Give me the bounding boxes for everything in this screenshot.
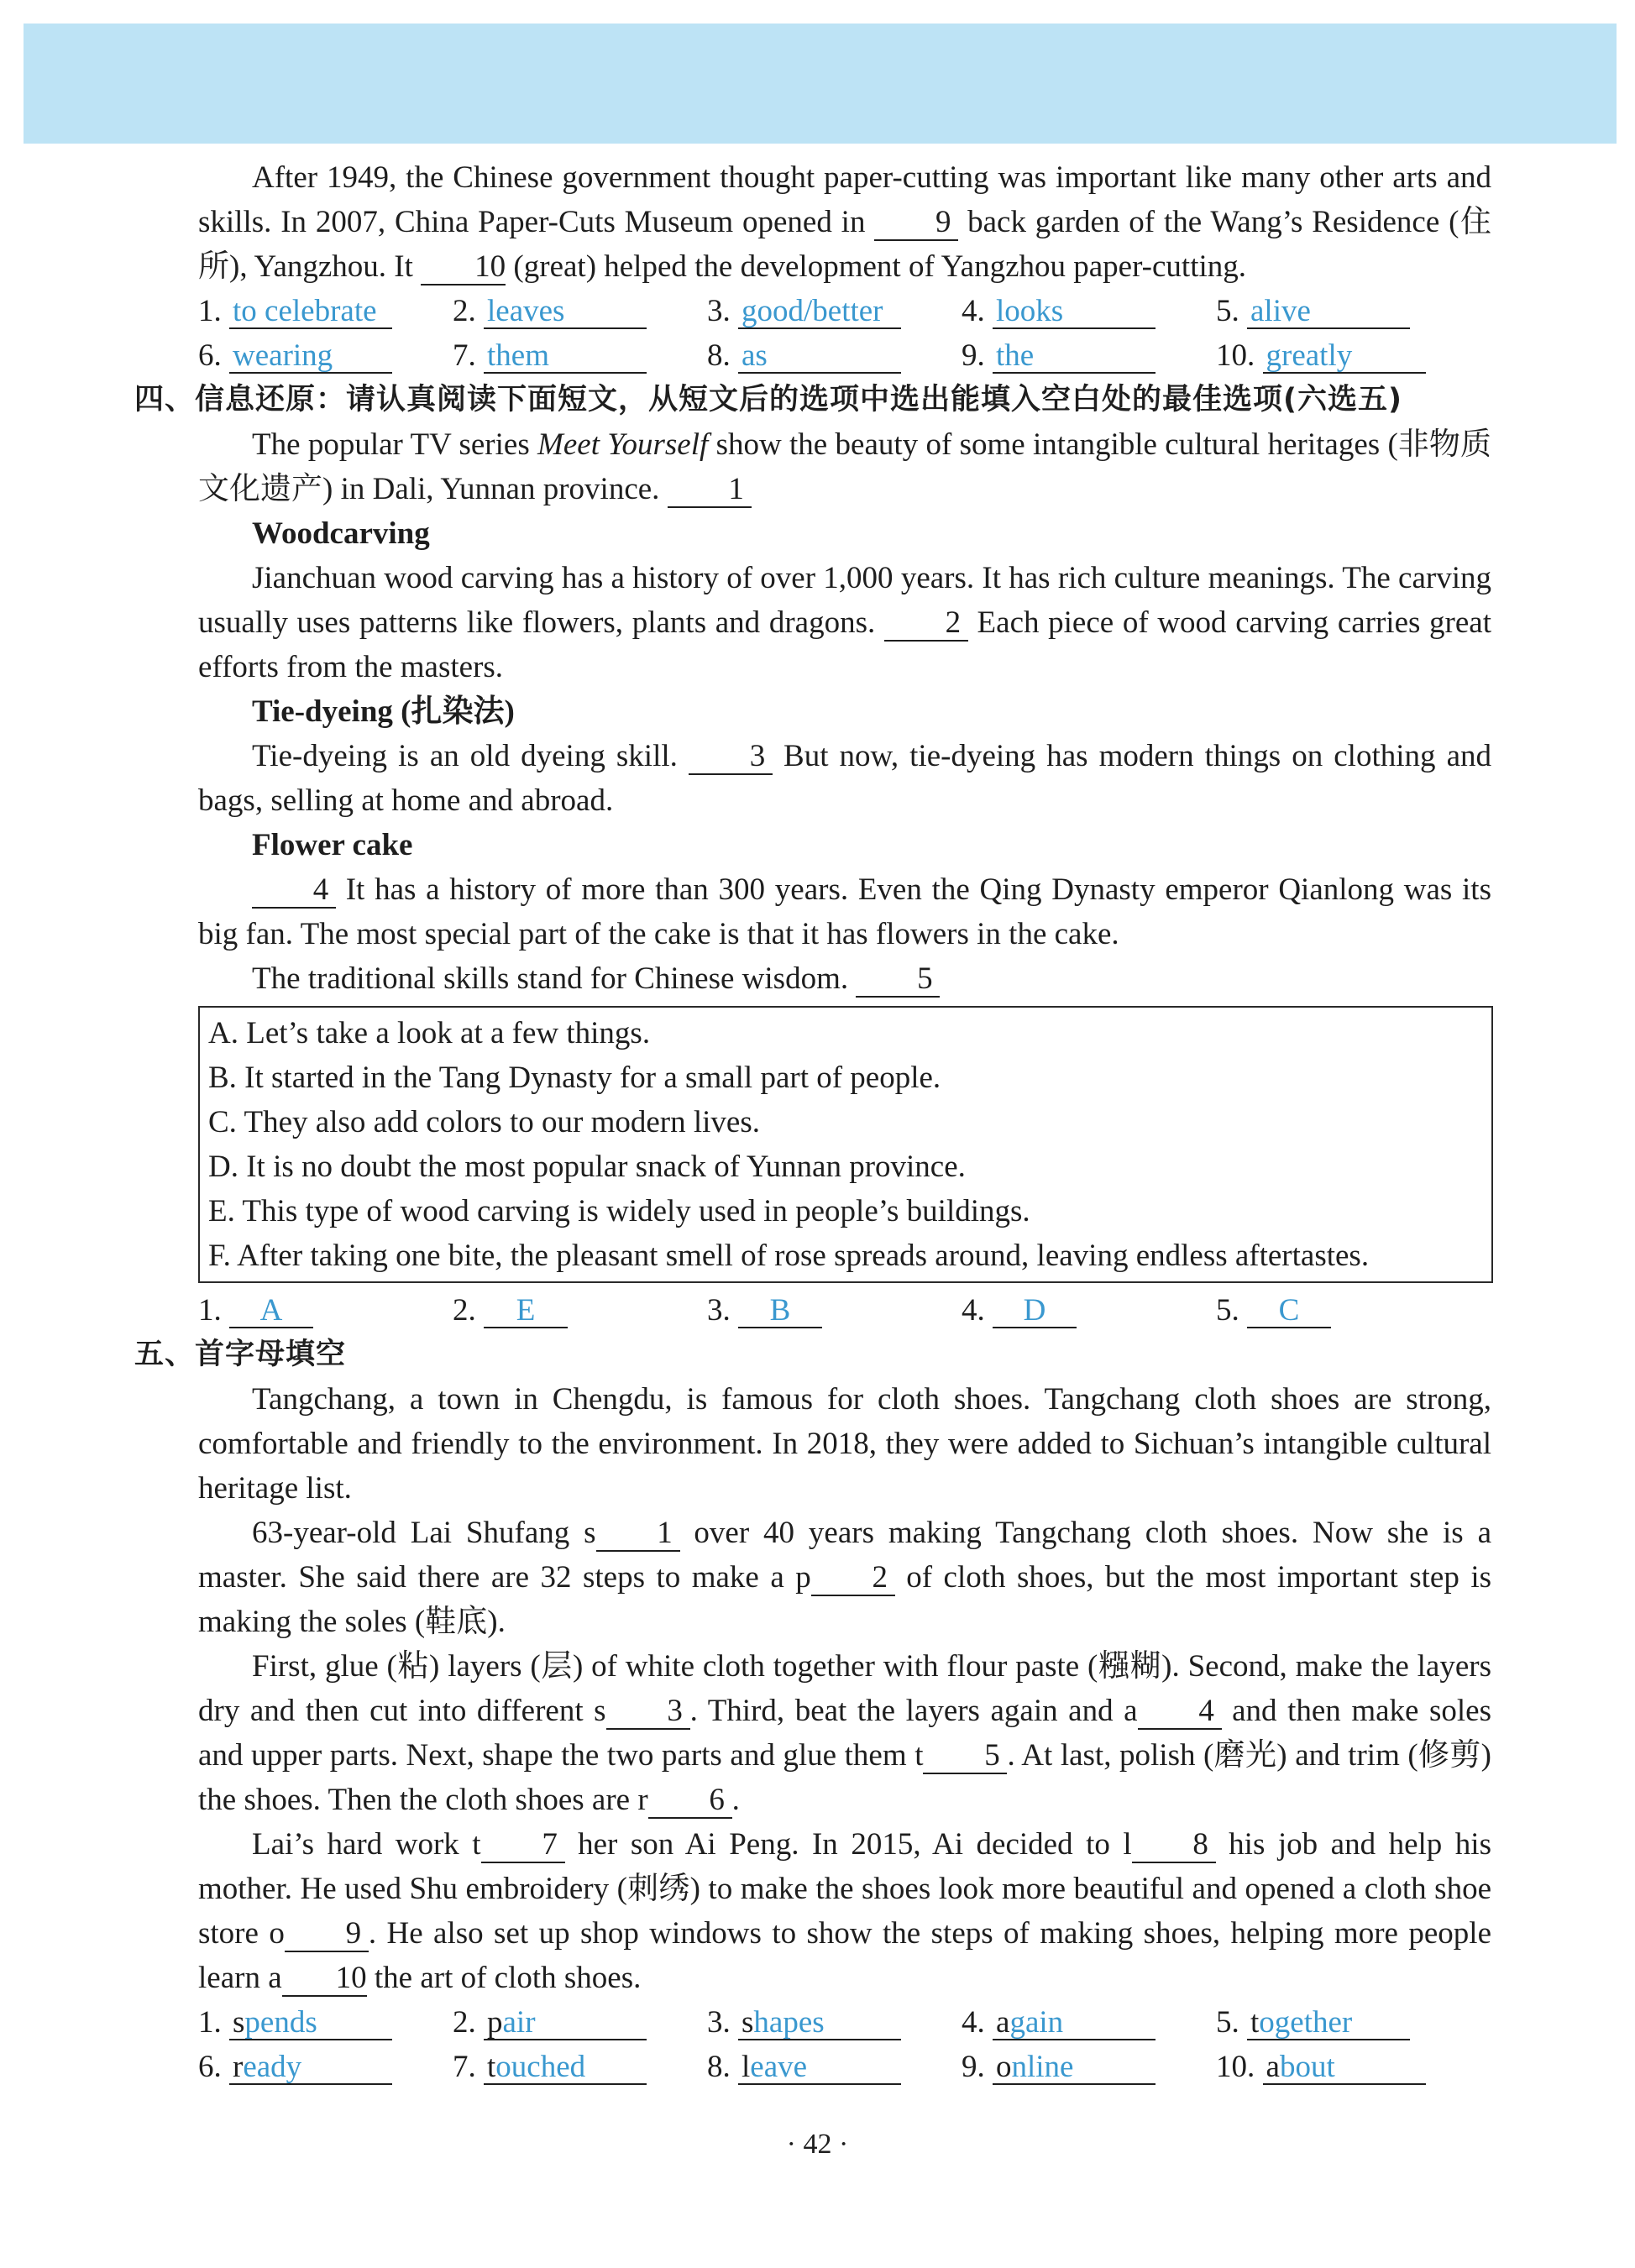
answer-number: 10. [1216, 2050, 1255, 2084]
paragraph-text: of cloth shoes, but the most important step is making the soles (鞋底). [198, 1560, 1491, 1639]
answer-text: greatly [1263, 340, 1426, 374]
paragraph [198, 556, 1491, 689]
answer-text [993, 2051, 1156, 2085]
answer-text [1247, 2007, 1410, 2040]
paragraph-text: The popular TV series [252, 427, 538, 462]
paragraph-text: Lai’s hard work t [252, 1827, 481, 1862]
answer-text: looks [993, 296, 1156, 329]
answer-text [484, 2007, 647, 2040]
paragraph [198, 422, 1491, 511]
blank: 3 [689, 740, 773, 775]
blank: 5 [856, 962, 940, 998]
answer-item [962, 2045, 1216, 2089]
blank: 2 [884, 606, 968, 642]
paragraph-text: Jianchuan wood carving has a history of over 1,000 years. It has rich culture meanings. The carving usually uses patterns like flowers, plants and dragons. [198, 561, 1491, 640]
answer-item [1216, 1288, 1470, 1333]
answer-item [962, 1288, 1216, 1333]
intro-text: (great) helped the development of Yangzhou paper-cutting. [506, 249, 1247, 284]
paragraph-text: It has a history of more than 300 years. Even the Qing Dynasty emperor Qianlong was its big fan. The most special part of the cake is that it has flowers in the cake. [198, 872, 1491, 951]
paragraph-text: . Third, beat the layers again and a [689, 1694, 1138, 1728]
answer-number: 4. [962, 1293, 985, 1328]
subheading: Flower cake [252, 828, 413, 862]
answer-rest: eave [750, 2050, 808, 2084]
answer-text: good/better [738, 296, 901, 329]
answer-number: 2. [453, 294, 476, 328]
answer-item [707, 1288, 962, 1333]
header-band [24, 24, 1617, 144]
page-content [134, 155, 1492, 2089]
answer-number: 2. [453, 2005, 476, 2040]
answer-item [707, 289, 962, 333]
paragraph-text: Each piece of wood carving carries great efforts from the masters. [198, 605, 1492, 684]
answer-item [707, 2045, 962, 2089]
answer-item [453, 289, 707, 333]
answer-text [1263, 2051, 1426, 2085]
blank: 4 [1138, 1694, 1222, 1730]
answer-text: E [484, 1295, 568, 1328]
blank: 1 [596, 1516, 680, 1552]
answer-row [198, 2045, 1491, 2089]
answer-number: 3. [707, 2005, 731, 2040]
answer-item [453, 333, 707, 378]
answer-number: 7. [453, 338, 476, 373]
paragraph-text: her son Ai Peng. In 2015, Ai decided to l [564, 1827, 1132, 1862]
blank: 5 [923, 1739, 1007, 1774]
option: D. It is no doubt the most popular snack of Yunnan province. [208, 1150, 966, 1184]
answer-text: them [484, 340, 647, 374]
answer-text [738, 2051, 901, 2085]
answer-text: alive [1247, 296, 1410, 329]
intro-text: After 1949, the Chinese government thought paper-cutting was important like many other arts and skills. In 2007, China Paper-Cuts Museum opened in [198, 160, 1491, 239]
answer-item [1216, 2000, 1470, 2045]
answer-rest: eady [243, 2050, 302, 2084]
answer-number: 9. [962, 338, 985, 373]
paragraph [198, 734, 1491, 823]
answer-row [198, 2000, 1491, 2045]
answer-text: the [993, 340, 1156, 374]
answer-rest: gain [1009, 2005, 1064, 2040]
answer-number: 8. [707, 338, 731, 373]
answer-number: 1. [198, 294, 222, 328]
answer-item [453, 1288, 707, 1333]
answer-number: 3. [707, 294, 731, 328]
answer-text: as [738, 340, 901, 374]
paragraph-text: . [731, 1783, 740, 1817]
answer-lead-letter: p [487, 2005, 503, 2040]
answer-rest: ouched [495, 2050, 586, 2084]
paragraph-text: the art of cloth shoes. [366, 1961, 642, 1995]
blank: 6 [648, 1783, 732, 1819]
blank: 10 [282, 1962, 367, 1997]
answer-text: wearing [229, 340, 392, 374]
paragraph-text: But now, tie-dyeing has modern things on clothing and bags, selling at home and abroad. [198, 739, 1491, 818]
answer-item [707, 333, 962, 378]
intro-paragraph [198, 155, 1491, 289]
blank: 2 [811, 1561, 895, 1596]
paragraph [198, 956, 1491, 1001]
answer-item [962, 2000, 1216, 2045]
answer-item [962, 333, 1216, 378]
option: F. After taking one bite, the pleasant smell of rose spreads around, leaving endless aftertastes. [208, 1239, 1370, 1273]
answer-text [738, 2007, 901, 2040]
blank: 3 [606, 1694, 690, 1730]
paragraph-text: his job and help his mother. He used Shu embroidery (刺绣) to make the shoes look more beautiful and opened a cloth shoe store o [198, 1827, 1491, 1951]
answer-text: C [1247, 1295, 1331, 1328]
answer-number: 1. [198, 2005, 222, 2040]
answer-rest: hapes [753, 2005, 825, 2040]
section-heading: 五、首字母填空 [134, 1338, 347, 1371]
paragraph-text: The traditional skills stand for Chinese wisdom. [252, 961, 857, 996]
answer-lead-letter: t [487, 2050, 496, 2084]
answer-number: 6. [198, 2050, 222, 2084]
answer-item [453, 2000, 707, 2045]
answer-item [198, 2000, 453, 2045]
blank: 10 [421, 250, 506, 285]
answer-item [1216, 333, 1470, 378]
answer-number: 8. [707, 2050, 731, 2084]
answer-number: 9. [962, 2050, 985, 2084]
answer-item [198, 2045, 453, 2089]
answer-lead-letter: s [742, 2005, 754, 2040]
answer-item [453, 2045, 707, 2089]
option: E. This type of wood carving is widely used in people’s buildings. [208, 1194, 1030, 1228]
subheading: Woodcarving [252, 516, 430, 551]
answer-text: leaves [484, 296, 647, 329]
answer-item [962, 289, 1216, 333]
answer-number: 2. [453, 1293, 476, 1328]
blank: 8 [1132, 1828, 1216, 1863]
answer-item [1216, 2045, 1470, 2089]
paragraph [198, 867, 1491, 956]
answer-item [198, 289, 453, 333]
answer-lead-letter: a [1266, 2050, 1280, 2084]
blank: 1 [668, 473, 752, 508]
blank: 9 [285, 1917, 369, 1952]
answer-number: 6. [198, 338, 222, 373]
blank: 4 [252, 873, 336, 909]
series-title: Meet Yourself [537, 427, 709, 462]
answer-number: 5. [1216, 1293, 1239, 1328]
answer-lead-letter: r [233, 2050, 244, 2084]
answer-item [198, 1288, 453, 1333]
answer-text [993, 2007, 1156, 2040]
answer-rest: ogether [1259, 2005, 1353, 2040]
section-heading: 四、信息还原：请认真阅读下面短文，从短文后的选项中选出能填入空白处的最佳选项(六选五) [134, 383, 1402, 416]
answer-item [707, 2000, 962, 2045]
answer-number: 3. [707, 1293, 731, 1328]
answer-row [198, 333, 1491, 378]
answer-lead-letter: l [742, 2050, 751, 2084]
answer-number: 5. [1216, 2005, 1239, 2040]
answer-text [229, 2051, 392, 2085]
answer-text: D [993, 1295, 1077, 1328]
answer-lead-letter: s [233, 2005, 245, 2040]
paragraph [198, 1511, 1491, 1644]
option: A. Let’s take a look at a few things. [208, 1016, 651, 1050]
answer-number: 4. [962, 2005, 985, 2040]
answer-item [1216, 289, 1470, 333]
blank: 7 [481, 1828, 565, 1863]
option: B. It started in the Tang Dynasty for a small part of people. [208, 1061, 941, 1095]
answer-rest: nline [1011, 2050, 1074, 2084]
answer-rest: air [502, 2005, 536, 2040]
blank: 9 [874, 206, 958, 241]
answer-text: B [738, 1295, 822, 1328]
paragraph: Tangchang, a town in Chengdu, is famous for cloth shoes. Tangchang cloth shoes are strong, comfortable and friendly to the environment. In 2018, they were added to Sichuan’s intangible cultural heritage list. [198, 1382, 1491, 1506]
answer-text: A [229, 1295, 313, 1328]
paragraph-text: First, glue (粘) layers (层) of white cloth together with flour paste (糨糊). Second, make the layers dry and then cut into different s [198, 1649, 1491, 1728]
intro-text: back garden of the Wang’s Residence (住所), Yangzhou. It [198, 205, 1491, 284]
answer-number: 10. [1216, 338, 1255, 373]
answer-lead-letter: t [1250, 2005, 1260, 2040]
paragraph-text: Tie-dyeing is an old dyeing skill. [252, 739, 689, 773]
answer-row [198, 289, 1491, 333]
answer-lead-letter: o [996, 2050, 1012, 2084]
options-box [198, 1006, 1493, 1283]
answer-text: to celebrate [229, 296, 392, 329]
paragraph-text: . He also set up shop windows to show the steps of making shoes, helping more people learn a [198, 1916, 1491, 1995]
answer-number: 1. [198, 1293, 222, 1328]
answer-number: 5. [1216, 294, 1239, 328]
page-number: · 42 · [786, 2129, 849, 2160]
paragraph [198, 1644, 1491, 1822]
paragraph-text: 63-year-old Lai Shufang s [252, 1516, 596, 1550]
answer-text [229, 2007, 392, 2040]
paragraph [198, 1822, 1491, 2000]
answer-rest: bout [1279, 2050, 1335, 2084]
option: C. They also add colors to our modern lives. [208, 1105, 760, 1139]
answer-text [484, 2051, 647, 2085]
answer-number: 4. [962, 294, 985, 328]
answer-lead-letter: a [996, 2005, 1010, 2040]
answer-rest: pends [244, 2005, 317, 2040]
answer-item [198, 333, 453, 378]
paragraph-text: . At last, polish (磨光) and trim (修剪) the shoes. Then the cloth shoes are r [198, 1738, 1491, 1817]
subheading: Tie-dyeing (扎染法) [252, 694, 515, 729]
paragraph-text: over 40 years making Tangchang cloth shoes. Now she is a master. She said there are 32 steps to make a p [198, 1516, 1491, 1595]
paragraph-text: and then make soles and upper parts. Next, shape the two parts and glue them t [198, 1694, 1491, 1773]
answer-row [198, 1288, 1491, 1333]
answer-number: 7. [453, 2050, 476, 2084]
paragraph-text: show the beauty of some intangible cultural heritages (非物质文化遗产) in Dali, Yunnan province. [198, 427, 1491, 506]
